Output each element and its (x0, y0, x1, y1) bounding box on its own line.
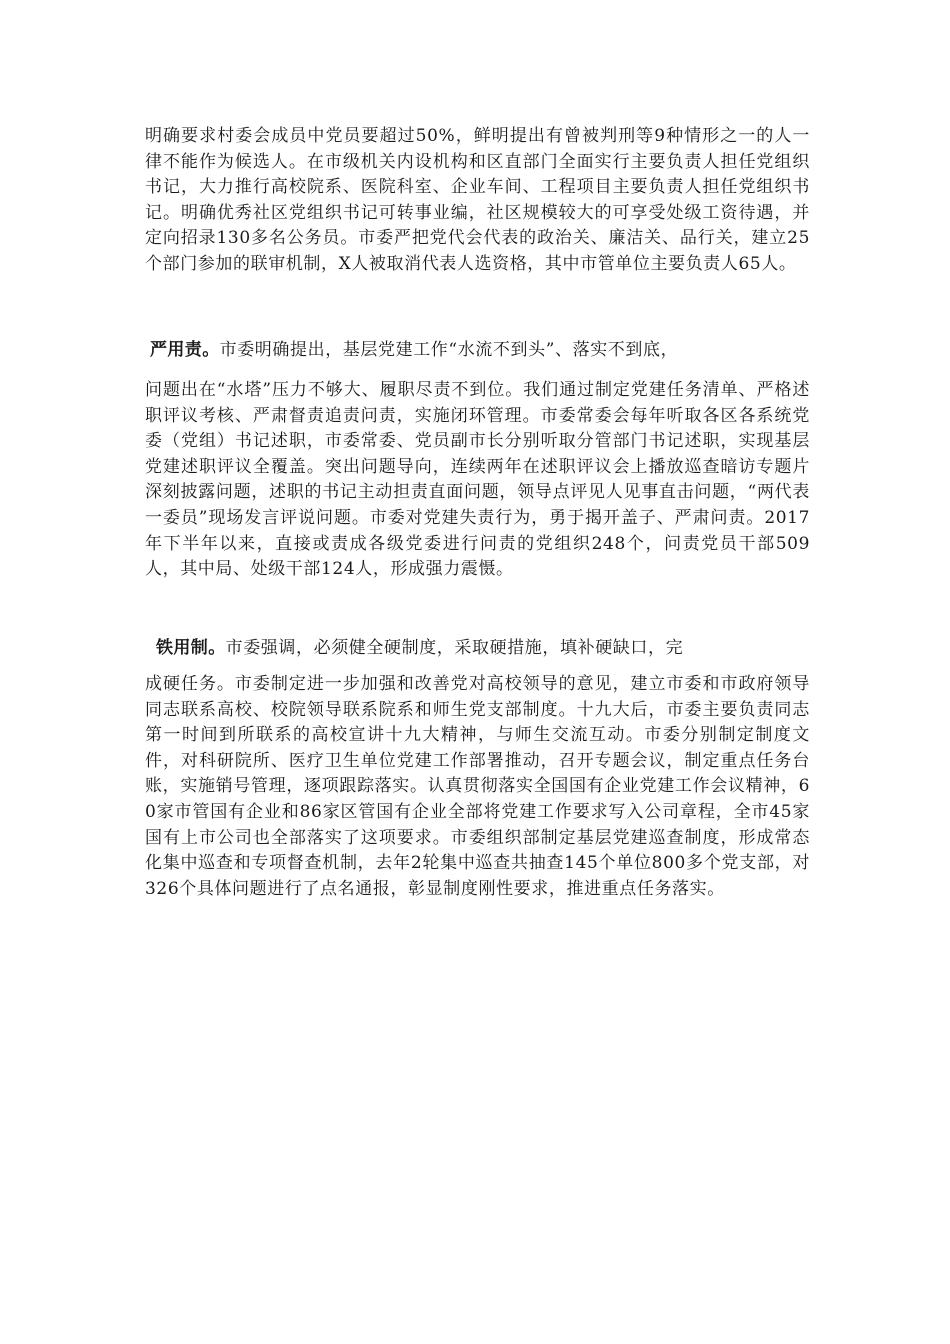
section-heading-line-responsibility (150, 338, 815, 364)
section-heading-line-system (156, 636, 821, 662)
paragraph-system-body: 成硬任务。市委制定进一步加强和改善党对高校领导的意见，建立市委和市政府领导同志联系高校、校院领导联系院系和师生党支部制度。十九大后，市委主要负责同志第一时间到所联系的高校宣讲十九大精神，与师生交流互动。市委分别制定制度文件，对科研院所、医疗卫生单位党建工作部署推动，召开专题会议，制定重点任务台账，实施销号管理，逐项跟踪落实。认真贯彻落实全国国有企业党建工作会议精神，60家市管国有企业和86家区管国有企业全部将党建工作要求写入公司章程，全市45家国有上市公司也全部落实了这项要求。市委组织部制定基层党建巡查制度，形成常态化集中巡查和专项督查机制，去年2轮集中巡查共抽查145个单位800多个党支部，对326个具体问题进行了点名通报，彰显制度刚性要求，推进重点任务落实。 (145, 674, 810, 899)
section-first-line-system: 市委强调，必须健全硬制度，采取硬措施，填补硬缺口，完 (225, 638, 684, 658)
section-lead-responsibility: 严用责。 (150, 340, 220, 360)
section-first-line-responsibility: 市委明确提出，基层党建工作“水流不到头”、落实不到底， (219, 340, 679, 360)
paragraph-responsibility-body: 问题出在“水塔”压力不够大、履职尽责不到位。我们通过制定党建任务清单、严格述职评议考核、严肃督责追责问责，实施闭环管理。市委常委会每年听取各区各系统党委（党组）书记述职，市委常委、党员副市长分别听取分管部门书记述职，实现基层党建述职评议全覆盖。突出问题导向，连续两年在述职评议会上播放巡查暗访专题片深刻披露问题，述职的书记主动担责直面问题，领导点评见人见事直击问题，“两代表一委员”现场发言评说问题。市委对党建失责行为，勇于揭开盖子、严肃问责。2017年下半年以来，直接或责成各级党委进行问责的党组织248个，问责党员干部509人，其中局、处级干部124人，形成强力震慑。 (145, 380, 810, 580)
section-lead-system: 铁用制。 (156, 638, 226, 658)
paragraph-candidate-requirements: 明确要求村委会成员中党员要超过50%，鲜明提出有曾被判刑等9种情形之一的人一律不能作为候选人。在市级机关内设机构和区直部门全面实行主要负责人担任党组织书记，大力推行高校院系、医院科室、企业车间、工程项目主要负责人担任党组织书记。明确优秀社区党组织书记可转事业编，社区规模较大的可享受处级工资待遇，并定向招录130多名公务员。市委严把党代会代表的政治关、廉洁关、品行关，建立25个部门参加的联审机制，X人被取消代表人选资格，其中市管单位主要负责人65人。 (145, 126, 810, 274)
